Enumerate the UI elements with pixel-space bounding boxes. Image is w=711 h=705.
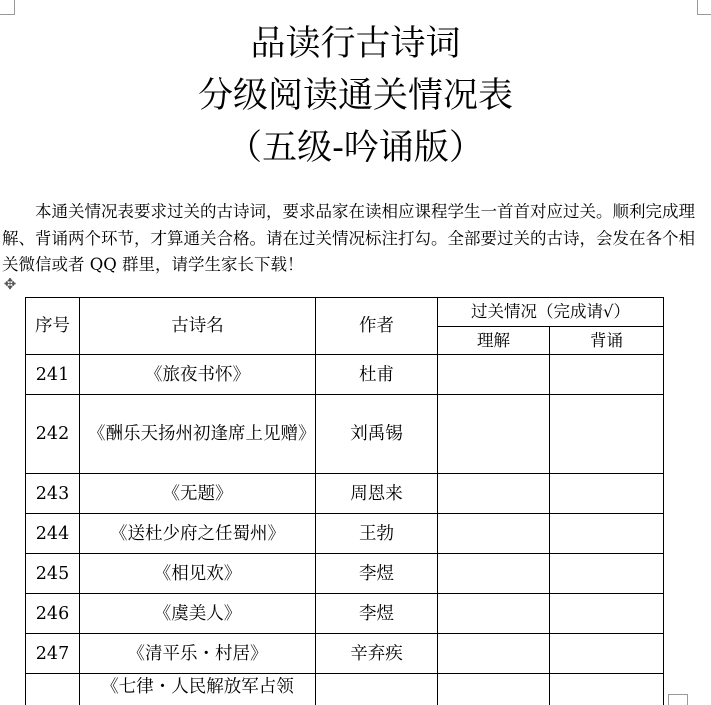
row-index: 246 [26, 594, 80, 634]
row-index: 242 [26, 395, 80, 474]
recite-check-cell[interactable] [550, 554, 664, 594]
row-poem-title: 《七律・人民解放军占领 [80, 674, 316, 705]
recite-check-cell[interactable] [550, 634, 664, 674]
row-author: 李煜 [316, 554, 438, 594]
row-index: 247 [26, 634, 80, 674]
header-poem: 古诗名 [80, 298, 316, 355]
understand-check-cell[interactable] [438, 355, 550, 395]
understand-check-cell[interactable] [438, 395, 550, 474]
pass-status-table [25, 297, 664, 705]
table-row [26, 554, 664, 594]
row-index: 243 [26, 474, 80, 514]
row-poem-title: 《虞美人》 [80, 594, 316, 634]
row-author: 王勃 [316, 514, 438, 554]
header-index: 序号 [26, 298, 80, 355]
table-row [26, 674, 664, 705]
header-recite: 背诵 [550, 327, 664, 355]
title-line-2: 分级阅读通关情况表 [197, 76, 513, 116]
table-row [26, 395, 664, 474]
understand-check-cell[interactable] [438, 554, 550, 594]
row-author [316, 674, 438, 705]
row-author: 杜甫 [316, 355, 438, 395]
table-row [26, 474, 664, 514]
title-line-3: （五级-吟诵版） [227, 128, 484, 168]
header-understand: 理解 [438, 327, 550, 355]
header-author: 作者 [316, 298, 438, 355]
row-index: 241 [26, 355, 80, 395]
table-row [26, 355, 664, 395]
row-poem-title: 《清平乐・村居》 [80, 634, 316, 674]
row-author: 李煜 [316, 594, 438, 634]
understand-check-cell[interactable] [438, 674, 550, 705]
recite-check-cell[interactable] [550, 355, 664, 395]
header-status: 过关情况（完成请√） [438, 298, 664, 327]
understand-check-cell[interactable] [438, 594, 550, 634]
recite-check-cell[interactable] [550, 474, 664, 514]
understand-check-cell[interactable] [438, 474, 550, 514]
row-poem-title: 《酬乐天扬州初逢席上见赠》 [80, 395, 316, 474]
table-row [26, 634, 664, 674]
row-author: 辛弃疾 [316, 634, 438, 674]
row-poem-title: 《相见欢》 [80, 554, 316, 594]
row-index [26, 674, 80, 705]
row-author: 周恩来 [316, 474, 438, 514]
table-header-row [26, 298, 664, 327]
recite-check-cell[interactable] [550, 514, 664, 554]
page-corner-mark [0, 0, 15, 15]
row-poem-title: 《旅夜书怀》 [80, 355, 316, 395]
recite-check-cell[interactable] [550, 674, 664, 705]
row-index: 244 [26, 514, 80, 554]
recite-check-cell[interactable] [550, 594, 664, 634]
understand-check-cell[interactable] [438, 514, 550, 554]
page-corner-mark [697, 0, 711, 15]
row-author: 刘禹锡 [316, 395, 438, 474]
row-index: 245 [26, 554, 80, 594]
move-arrows-icon[interactable]: ✥ [3, 275, 17, 293]
page-edge-marker [668, 694, 688, 705]
table-row [26, 514, 664, 554]
row-poem-title: 《送杜少府之任蜀州》 [80, 514, 316, 554]
title-line-1: 品读行古诗词 [250, 24, 461, 64]
recite-check-cell[interactable] [550, 395, 664, 474]
table-row [26, 594, 664, 634]
intro-paragraph: 本通关情况表要求过关的古诗词，要求品家在读相应课程学生一首首对应过关。顺利完成理解、背诵两个环节，才算通关合格。请在过关情况标注打勾。全部要过关的古诗，会发在各个相关微信或者 QQ 群里，请学生家长下载！ [2, 202, 695, 274]
row-poem-title: 《无题》 [80, 474, 316, 514]
understand-check-cell[interactable] [438, 634, 550, 674]
